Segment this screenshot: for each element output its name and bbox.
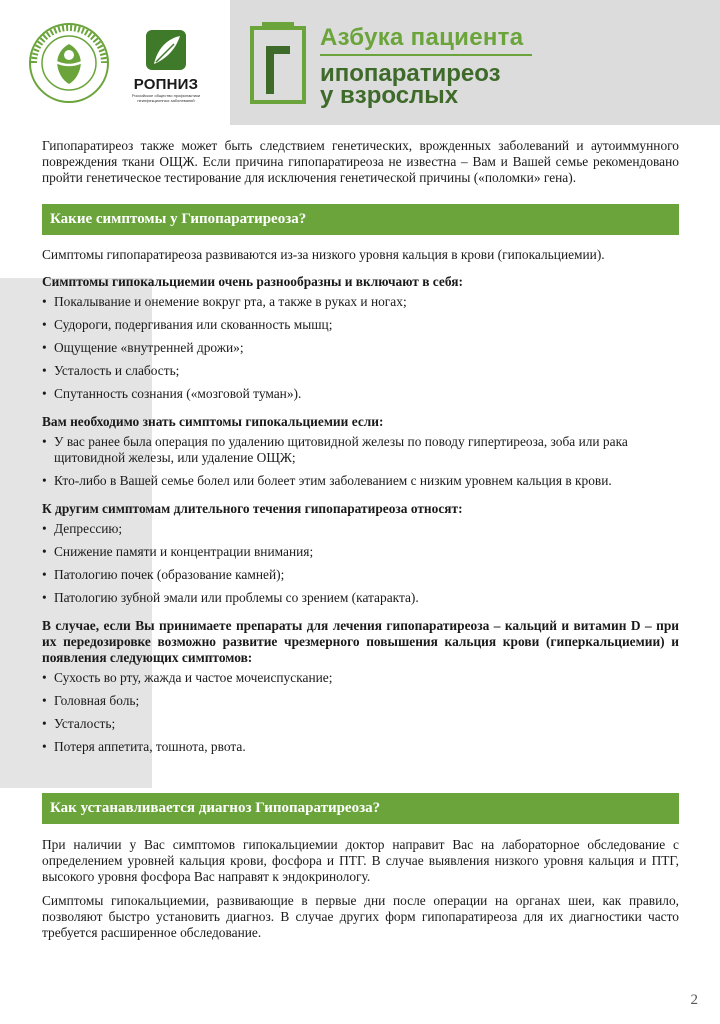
list-item: • Снижение памяти и концентрации внимания; (42, 544, 679, 560)
intro-paragraph: Гипопаратиреоз также может быть следствием генетических, врожденных заболеваний и аутоиммунного повреждения ткани ОЩЖ. Если причина гипопаратиреоза не известна – Вам и Вашей семье рекомендовано пройти генетическое тестирование для исключения генетической причины («поломки» гена). (42, 138, 679, 185)
hypocalcemia-symptoms-list (42, 294, 679, 402)
list-item: • Судороги, подергивания или скованность мышц; (42, 317, 679, 333)
ropniz-logo (124, 24, 208, 104)
symptoms-lead: Симптомы гипопаратиреоза развиваются из-за низкого уровня кальция в крови (гипокальциемии). (42, 247, 605, 262)
brand-subtitle-line2: у взрослых (320, 82, 459, 109)
list-item: • Кто-либо в Вашей семье болел или болеет этим заболеванием с низким уровнем кальция в крови. (42, 473, 679, 489)
leaf-icon (124, 24, 208, 74)
section-diagnosis-title: Как устанавливается диагноз Гипопаратиреоза? (42, 793, 679, 824)
hypercalcemia-symptoms-list (42, 670, 679, 755)
list-item: • Ощущение «внутренней дрожи»; (42, 340, 679, 356)
list-item: • Усталость и слабость; (42, 363, 679, 379)
list-item: • Патологию почек (образование камней); (42, 567, 679, 583)
long-term-symptoms-heading: К другим симптомам длительного течения гипопаратиреоза относят: (42, 501, 463, 516)
list-item: • Патологию зубной эмали или проблемы со зрением (катаракта). (42, 590, 679, 606)
book-letter-g-icon (248, 22, 308, 106)
list-item: • Сухость во рту, жажда и частое мочеиспускание; (42, 670, 679, 686)
hypercalcemia-heading: В случае, если Вы принимаете препараты для лечения гипопаратиреоза – кальций и витамин D – при их передозировке возможно развитие чрезмерного повышения кальция крови (гиперкальциемии) и появления следующих симптомов: (42, 618, 679, 665)
hypocalcemia-symptoms-heading: Симптомы гипокальциемии очень разнообразны и включают в себя: (42, 274, 463, 289)
list-item: • Головная боль; (42, 693, 679, 709)
list-item: • У вас ранее была операция по удалению щитовидной железы по поводу гипертиреоза, зоба или рака щитовидной железы, или удаление ОЩЖ; (42, 434, 679, 466)
page-header (0, 0, 720, 125)
list-item: • Потеря аппетита, тошнота, рвота. (42, 739, 679, 755)
know-symptoms-heading: Вам необходимо знать симптомы гипокальциемии если: (42, 414, 384, 429)
brand-title: Азбука пациента (320, 24, 524, 51)
nmic-logo-icon (28, 22, 110, 104)
brand-underline (320, 54, 532, 56)
section-symptoms-title: Какие симптомы у Гипопаратиреоза? (42, 204, 679, 235)
brand-subtitle-line1: ипопаратиреоз (320, 60, 501, 87)
page-number: 2 (690, 992, 698, 1008)
main-content (42, 138, 679, 941)
list-item: • Усталость; (42, 716, 679, 732)
ropniz-name: РОПНИЗ (133, 76, 199, 93)
long-term-symptoms-list (42, 521, 679, 606)
list-item: • Покалывание и онемение вокруг рта, а также в руках и ногах; (42, 294, 679, 310)
diagnosis-paragraph-1: При наличии у Вас симптомов гипокальциемии доктор направит Вас на лабораторное обследование с определением уровней кальция крови, фосфора и ПТГ. В случае выявления низкого уровня кальция и ПТГ, высокого уровня фосфора Вас направят к эндокринологу. (42, 837, 679, 884)
list-item: • Депрессию; (42, 521, 679, 537)
list-item: • Спутанность сознания («мозговой туман»). (42, 386, 679, 402)
know-symptoms-list (42, 434, 679, 489)
header-logo-area (0, 0, 230, 125)
diagnosis-paragraph-2: Симптомы гипокальциемии, развивающие в первые дни после операции на органах шеи, как правило, позволяют быстро установить диагноз. В случае других форм гипопаратиреоза для их диагностики часто требуется расширенное обследование. (42, 893, 679, 940)
ropniz-subtitle: Российское общество профилактики неинфекционных заболеваний (131, 93, 201, 103)
